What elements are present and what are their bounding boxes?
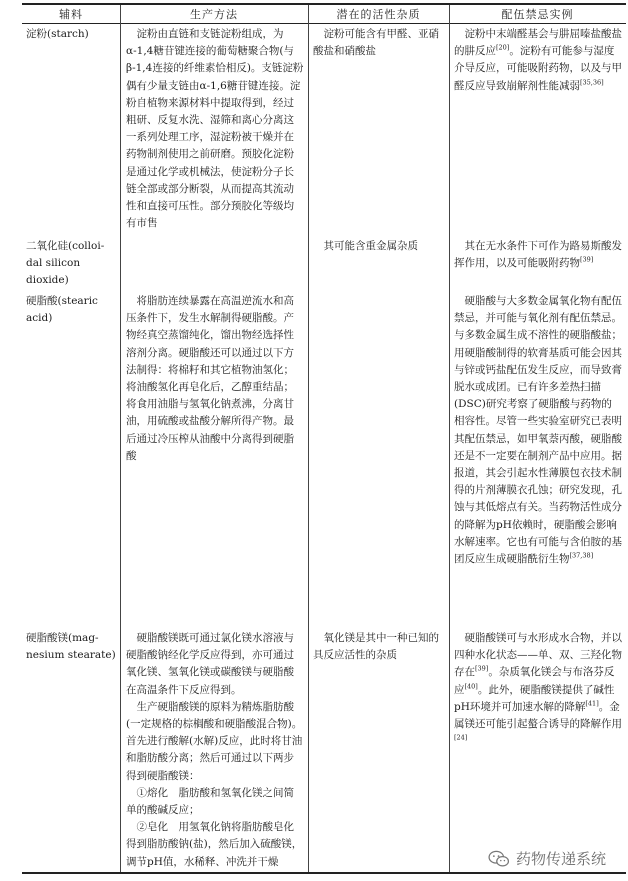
impurities-silicon-dioxide: 其可能含重金属杂质 [323,240,418,252]
incompatibility-silicon-dioxide: 其在无水条件下可作为路易斯酸发挥作用，以及可能吸附药物[39] [454,240,622,270]
excipient-name-magnesium-stearate: 硬脂酸镁(mag- nesium stearate) [26,632,116,662]
citation: [41] [585,699,599,708]
wechat-logo-icon [488,850,510,868]
table-bottom-border [22,872,626,874]
citation: [20] [496,43,510,52]
excipient-name-starch: 淀粉(starch) [26,28,89,40]
production-method-magnesium-stearate: 硬脂酸镁既可通过氯化镁水溶液与硬脂酸钠经化学反应得到，亦可通过氧化镁、氢氧化镁或碳酸镁与硬脂酸在高温条件下反应得到。 生产硬脂酸镁的原料为精炼脂肪酸(一定规格的棕榈酸和硬脂酸混合物)。首先进行酸解(水解)反应，此时将甘油和脂肪酸分离；然后可通过以下两步得到硬脂酸镁： ①熔化 脂肪酸和氢氧化镁之间简单的酸碱反应； ②皂化 用氢氧化钠将脂肪酸皂化得到脂肪酸钠(盐)，然后加入硫酸镁，调节pH值，水稀释、冲洗并干燥 [126,632,303,868]
citation: [37,38] [569,551,594,560]
citation: [39] [580,255,594,264]
header-excipient: 辅料 [59,8,83,21]
header-bottom-border [22,23,626,24]
watermark-text: 药物传递系统 [515,850,606,868]
citation: [35,36] [580,78,604,87]
citation: [40] [464,682,478,691]
production-method-starch: 淀粉由直链和支链淀粉组成，为α-1,4糖苷键连接的葡萄糖聚合物(与β-1,4连接的纤维素恰相反)。支链淀粉偶有少量支链由α-1,6糖苷键连接。淀粉自植物来源材料中提取得到，经过粗研、反复水洗、湿筛和离心分离这一系列处理工序，湿淀粉被干燥并在药物制剂使用之前研磨。预胶化淀粉是通过化学或机械法，使淀粉分子长链全部或部分断裂，从而提高其流动性和直接可压性。部分预胶化等级均有市售 [126,28,304,230]
production-method-stearic-acid: 将脂肪连续暴露在高温逆流水和高压条件下，发生水解制得硬脂酸。产物经真空蒸馏纯化，馏出物经选择性溶剂分离。硬脂酸还可以通过以下方法制得：将棉籽和其它植物油氢化；将油酸氢化再皂化后，乙醇重结晶；将食用油脂与氢氧化钠煮沸，分离甘油，用硫酸或盐酸分解所得产物。最后通过冷压榨从油酸中分离得到硬脂酸 [126,295,294,462]
table-top-border [22,3,626,5]
watermark [488,848,606,869]
excipient-name-silicon-dioxide: 二氧化硅(colloi- dal silicon dioxide) [26,240,105,287]
impurities-starch: 淀粉可能含有甲醛、亚硝酸盐和硝酸盐 [313,28,439,58]
incompatibility-magnesium-stearate: 硬脂酸镁可与水形成水合物，并以四种水化状态——单、双、三羟化物存在[39]。杂质氧化镁会与布洛芬反应[40]。此外，硬脂酸镁提供了碱性pH环境并可加速水解的降解[41]。金属镁还可能引起螯合诱导的降解作用[24] [454,632,622,742]
header-incompatibility-examples: 配伍禁忌实例 [501,8,574,21]
citation: [24] [454,733,468,742]
citation: [39] [475,664,489,673]
column-divider-3 [449,5,450,872]
header-production-method: 生产方法 [190,8,238,21]
excipient-name-stearic-acid: 硬脂酸(stearic acid) [26,295,98,325]
impurities-magnesium-stearate: 氧化镁是其中一种已知的具反应活性的杂质 [313,632,439,662]
column-divider-2 [308,5,309,872]
column-divider-1 [120,5,121,872]
incompatibility-stearic-acid: 硬脂酸与大多数金属氧化物有配伍禁忌，并可能与氧化剂有配伍禁忌。与多数金属生成不溶性的硬脂酸盐；用硬脂酸制得的软膏基质可能会因其与锌或钙盐配伍发生反应，而导致膏脱水或成团。已有许多差热扫描(DSC)研究考察了硬脂酸与药物的相容性。尽管一些实验室研究已表明其配伍禁忌，如甲氧萘丙酸，硬脂酸还是不一定要在制剂产品中应用。据报道，其会引起水性薄膜包衣技术制得的片剂薄膜衣孔蚀；研究发现，孔蚀与其低熔点有关。当药物活性成分的降解为pH依赖时，硬脂酸会影响水解速率。它也有可能与含伯胺的基团反应生成硬脂酰衍生物[37,38] [454,295,622,566]
header-reactive-impurities: 潜在的活性杂质 [336,8,421,21]
incompatibility-starch: 淀粉中末端醛基会与肼屈嗪盐酸盐的肼反应[20]。淀粉有可能参与湿度介导反应，可能吸附药物，以及与甲醛反应导致崩解剂性能减弱[35,36] [454,28,622,92]
